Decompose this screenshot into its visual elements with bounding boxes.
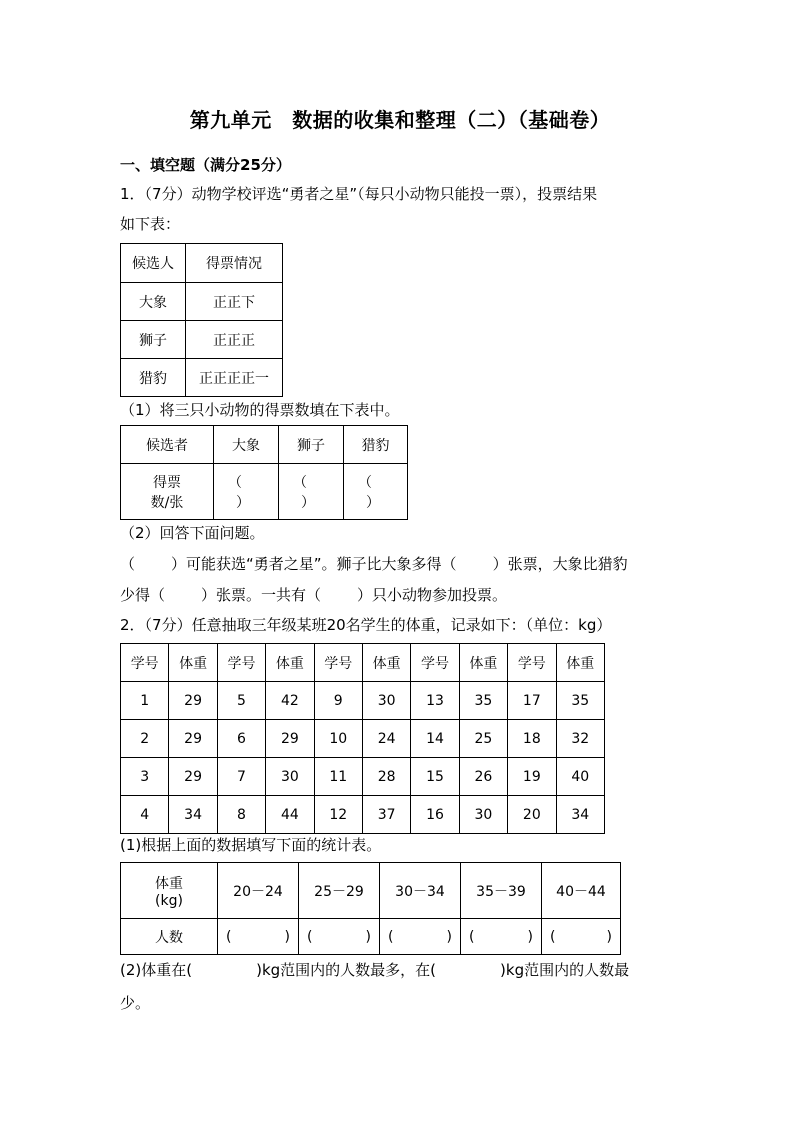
tally-header-votes: 得票情况: [186, 244, 283, 283]
data-cell-weight: 34: [169, 796, 217, 834]
q1-stem-line1: 1．（7分）动物学校评选“勇者之星”（每只小动物只能投一票），投票结果: [120, 185, 598, 203]
tally-table: [120, 243, 283, 397]
data-cell-weight: 29: [266, 720, 314, 758]
q1-line-a: （ ）可能获选“勇者之星”。狮子比大象多得（ ）张票，大象比猎豹: [120, 555, 628, 573]
data-cell-id: 18: [508, 720, 556, 758]
data-cell-id: 3: [121, 758, 169, 796]
stats-range-25-29: 25－29: [299, 863, 380, 919]
q1-part1: （1）将三只小动物的得票数填在下表中。: [120, 401, 400, 419]
data-cell-weight: 35: [459, 682, 507, 720]
data-cell-id: 6: [217, 720, 265, 758]
stats-header-label: [121, 863, 218, 919]
data-row: [121, 758, 605, 796]
data-header-weight: 体重: [362, 644, 410, 682]
stats-header-label-line1: 体重: [155, 875, 183, 892]
count-header-elephant: 大象: [214, 426, 279, 464]
q2-stem: 2．（7分）任意抽取三年级某班20名学生的体重，记录如下：（单位：kg）: [120, 616, 612, 634]
count-header-cheetah: 猎豹: [344, 426, 408, 464]
count-cell-cheetah[interactable]: （ ）: [344, 464, 408, 520]
data-cell-id: 17: [508, 682, 556, 720]
count-cell-elephant[interactable]: （ ）: [214, 464, 279, 520]
data-cell-id: 11: [314, 758, 362, 796]
data-cell-weight: 35: [556, 682, 604, 720]
data-header-weight: 体重: [169, 644, 217, 682]
data-cell-weight: 44: [266, 796, 314, 834]
data-header-id: 学号: [217, 644, 265, 682]
stats-cell-40-44[interactable]: ( ): [542, 919, 621, 955]
q1-line-b: 少得（ ）张票。一共有（ ）只小动物参加投票。: [120, 586, 508, 604]
tally-name-elephant: 大象: [121, 283, 186, 321]
data-cell-weight: 29: [169, 720, 217, 758]
tally-marks-lion: 正正正: [186, 321, 283, 359]
q1-stem-line2: 如下表：: [120, 215, 181, 233]
data-cell-id: 7: [217, 758, 265, 796]
q2-part1: (1)根据上面的数据填写下面的统计表。: [120, 836, 382, 854]
data-cell-weight: 30: [362, 682, 410, 720]
count-row-label: [121, 464, 214, 520]
data-cell-weight: 34: [556, 796, 604, 834]
data-cell-weight: 40: [556, 758, 604, 796]
data-cell-id: 5: [217, 682, 265, 720]
data-cell-id: 13: [411, 682, 459, 720]
data-cell-weight: 30: [266, 758, 314, 796]
data-cell-id: 4: [121, 796, 169, 834]
stats-range-40-44: 40－44: [542, 863, 621, 919]
data-header-weight: 体重: [459, 644, 507, 682]
stats-cell-25-29[interactable]: ( ): [299, 919, 380, 955]
data-cell-weight: 24: [362, 720, 410, 758]
section-heading: 一、填空题（满分25分）: [120, 156, 291, 174]
data-cell-weight: 29: [169, 758, 217, 796]
data-row: [121, 682, 605, 720]
stats-cell-35-39[interactable]: ( ): [461, 919, 542, 955]
stats-cell-20-24[interactable]: ( ): [218, 919, 299, 955]
stats-header-label-line2: (kg): [155, 892, 183, 909]
data-cell-id: 8: [217, 796, 265, 834]
data-cell-id: 9: [314, 682, 362, 720]
data-cell-weight: 25: [459, 720, 507, 758]
data-cell-weight: 37: [362, 796, 410, 834]
data-cell-id: 16: [411, 796, 459, 834]
data-cell-weight: 26: [459, 758, 507, 796]
data-header-id: 学号: [314, 644, 362, 682]
data-header-id: 学号: [508, 644, 556, 682]
tally-name-cheetah: 猎豹: [121, 359, 186, 397]
data-cell-weight: 30: [459, 796, 507, 834]
weight-data-table: [120, 643, 605, 834]
count-header-candidate: 候选者: [121, 426, 214, 464]
stats-range-20-24: 20－24: [218, 863, 299, 919]
q1-part2: （2）回答下面问题。: [120, 524, 265, 542]
data-row: [121, 720, 605, 758]
stats-range-35-39: 35－39: [461, 863, 542, 919]
data-cell-id: 12: [314, 796, 362, 834]
q2-part2-line2: 少。: [120, 994, 151, 1012]
data-cell-id: 15: [411, 758, 459, 796]
tally-marks-elephant: 正正下: [186, 283, 283, 321]
data-header-weight: 体重: [266, 644, 314, 682]
data-cell-weight: 29: [169, 682, 217, 720]
data-cell-id: 2: [121, 720, 169, 758]
count-cell-lion[interactable]: （ ）: [279, 464, 344, 520]
count-table: [120, 425, 408, 520]
data-header-weight: 体重: [556, 644, 604, 682]
data-row: [121, 796, 605, 834]
count-row-label-line2: 数/张: [150, 494, 184, 511]
stats-table: [120, 862, 621, 955]
q2-part2: (2)体重在( )kg范围内的人数最多，在( )kg范围内的人数最: [120, 961, 630, 979]
data-header-id: 学号: [121, 644, 169, 682]
data-cell-id: 14: [411, 720, 459, 758]
data-cell-id: 19: [508, 758, 556, 796]
data-cell-id: 10: [314, 720, 362, 758]
data-header-id: 学号: [411, 644, 459, 682]
stats-row-label: 人数: [121, 919, 218, 955]
data-cell-id: 1: [121, 682, 169, 720]
tally-header-candidate: 候选人: [121, 244, 186, 283]
stats-range-30-34: 30－34: [380, 863, 461, 919]
count-header-lion: 狮子: [279, 426, 344, 464]
stats-cell-30-34[interactable]: ( ): [380, 919, 461, 955]
data-cell-id: 20: [508, 796, 556, 834]
tally-name-lion: 狮子: [121, 321, 186, 359]
count-row-label-line1: 得票: [153, 474, 181, 491]
page-title: 第九单元 数据的收集和整理（二）（基础卷）: [189, 108, 611, 132]
data-cell-weight: 42: [266, 682, 314, 720]
tally-marks-cheetah: 正正正正一: [186, 359, 283, 397]
data-cell-weight: 28: [362, 758, 410, 796]
data-cell-weight: 32: [556, 720, 604, 758]
